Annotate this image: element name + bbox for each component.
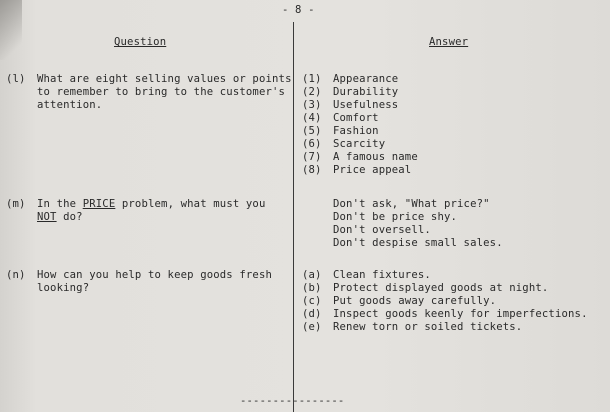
answer-line: Comfort xyxy=(333,112,379,124)
answer-line: Appearance xyxy=(333,73,399,85)
price-emphasis: PRICE xyxy=(82,198,116,210)
answer-line: Price appeal xyxy=(333,164,412,176)
answer-line: Don't despise small sales. xyxy=(333,237,503,249)
answer-line: Durability xyxy=(333,86,399,98)
answer-line: Renew torn or soiled tickets. xyxy=(333,321,523,333)
answer-line: Inspect goods keenly for imperfections. xyxy=(333,308,588,320)
answer-line: Don't oversell. xyxy=(333,224,431,236)
item-letter-m: (m) xyxy=(6,198,26,210)
answer-marker: (e) xyxy=(302,321,322,333)
answer-line: Scarcity xyxy=(333,138,386,150)
question-l-line-2: to remember to bring to the customer's xyxy=(37,86,286,98)
column-divider xyxy=(293,22,294,412)
answer-marker: (6) xyxy=(302,138,322,150)
answer-marker: (b) xyxy=(302,282,322,294)
question-l-line-3: attention. xyxy=(37,99,103,111)
answer-marker: (a) xyxy=(302,269,322,281)
answer-marker: (3) xyxy=(302,99,322,111)
answer-marker: (d) xyxy=(302,308,322,320)
question-n-line-2: looking? xyxy=(37,282,90,294)
question-n-line-1: How can you help to keep goods fresh xyxy=(37,269,273,281)
answer-line: Protect displayed goods at night. xyxy=(333,282,549,294)
question-m-line-1: In the PRICE problem, what must you xyxy=(37,198,266,210)
page-number: - 8 - xyxy=(282,4,315,16)
item-letter-n: (n) xyxy=(6,269,26,281)
answer-line: Fashion xyxy=(333,125,379,137)
footer-rule: ---------------- xyxy=(240,395,345,407)
page-edge-shadow xyxy=(0,0,22,60)
answer-marker: (1) xyxy=(302,73,322,85)
question-m-line-2: NOT do? xyxy=(37,211,83,223)
answer-marker: (5) xyxy=(302,125,322,137)
answer-marker: (c) xyxy=(302,295,322,307)
answer-line: A famous name xyxy=(333,151,418,163)
question-l-line-1: What are eight selling values or points xyxy=(37,73,292,85)
not-emphasis: NOT xyxy=(37,211,57,223)
answer-marker: (2) xyxy=(302,86,322,98)
answer-line: Don't ask, "What price?" xyxy=(333,198,490,210)
answer-marker: (7) xyxy=(302,151,322,163)
answer-marker: (4) xyxy=(302,112,322,124)
item-letter-l: (l) xyxy=(6,73,26,85)
answer-line: Clean fixtures. xyxy=(333,269,431,281)
answer-marker: (8) xyxy=(302,164,322,176)
answer-line: Don't be price shy. xyxy=(333,211,458,223)
answer-header: Answer xyxy=(429,36,469,48)
answer-line: Usefulness xyxy=(333,99,399,111)
answer-line: Put goods away carefully. xyxy=(333,295,497,307)
question-header: Question xyxy=(114,36,167,48)
